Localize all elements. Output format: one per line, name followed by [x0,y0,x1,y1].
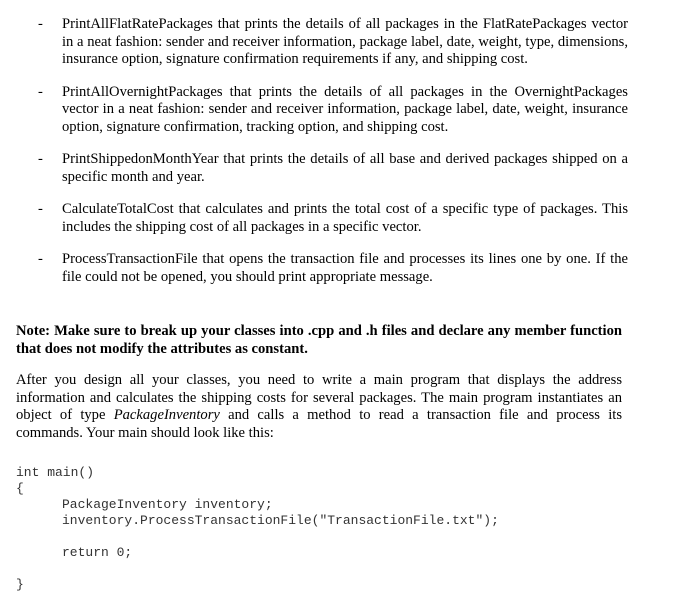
bullet-dash: - [38,201,43,217]
class-name-italic: PackageInventory [113,407,220,423]
list-item [38,16,628,69]
code-line: inventory.ProcessTransactionFile("TransactionFile.txt"); [62,513,499,528]
code-blank-line [16,529,616,545]
method-list [38,16,628,301]
code-line: } [16,577,24,592]
code-line: int main() [16,465,95,480]
list-item-text: PrintAllFlatRatePackages that prints the details of all packages in the FlatRatePackages vector in a neat fashion: sender and receiver information, package label, date, weight, type, dimensions, insurance option, signature confirmation requirements if any, and shipping cost. [62,16,628,67]
list-item [38,201,628,236]
list-item-text: PrintShippedonMonthYear that prints the details of all base and derived packages shipped on a specific month and year. [62,151,628,185]
bullet-dash: - [38,251,43,267]
list-item-text: ProcessTransactionFile that opens the transaction file and processes its lines one by one. If the file could not be opened, you should print appropriate message. [62,251,628,285]
code-blank-line [16,561,616,577]
code-line: { [16,481,24,496]
list-item [38,84,628,137]
code-block [16,465,616,593]
note-paragraph: Note: Make sure to break up your classes into .cpp and .h files and declare any member function that does not modify the attributes as constant. [16,323,622,357]
paragraph-text-2: and calls a method to read a transaction file and process its commands. Your main should look like this: [16,407,622,441]
code-line: PackageInventory inventory; [62,497,273,512]
bullet-dash: - [38,83,43,100]
list-item-text: CalculateTotalCost that calculates and prints the total cost of a specific type of packages. This includes the shipping cost of all packages in a specific vector. [62,201,628,235]
code-line: return 0; [62,545,133,560]
list-item-text: PrintAllOvernightPackages that prints the details of all packages in the OvernightPackages vector in a neat fashion: sender and receiver information, package label, date, weight, insurance option, signature confirmation, tracking option, and shipping cost. [62,83,628,135]
list-item [38,251,628,286]
bullet-dash: - [38,151,43,167]
list-item [38,151,628,186]
bullet-dash: - [38,16,43,32]
instructions-paragraph [16,372,622,442]
paragraph-text-1: After you design all your classes, you need to write a main program that displays the address information and calculates the shipping costs for several packages. The main program instantiates an object of type [16,372,622,423]
